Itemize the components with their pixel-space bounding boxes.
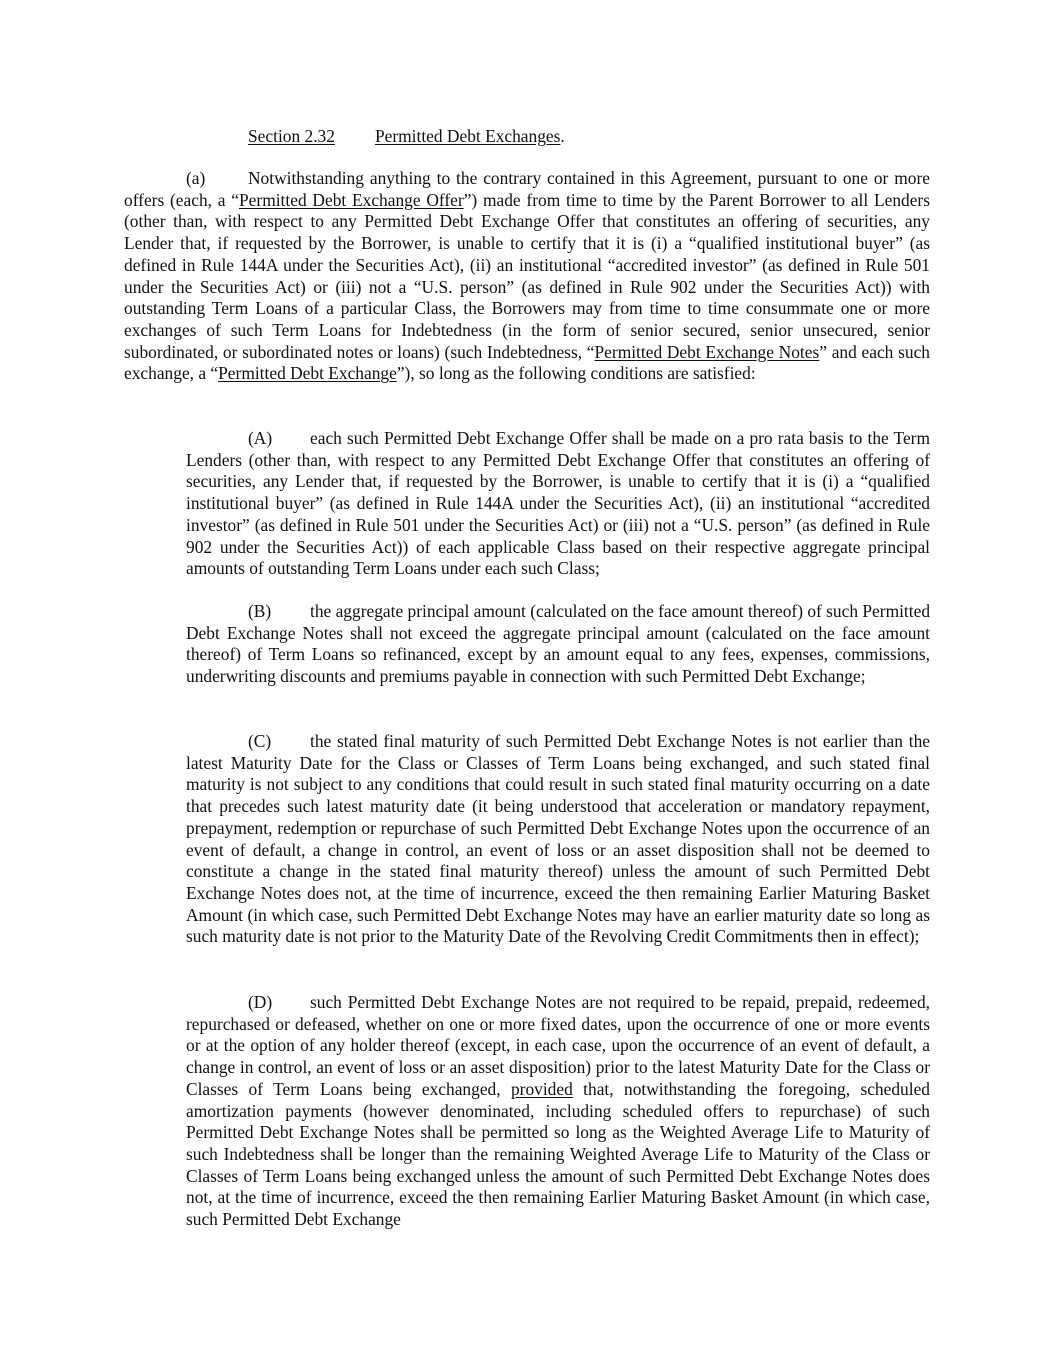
paragraph-a-text-2: ”) made from time to time by the Parent Borrower to all Lenders (other than, with respect to any Permitted Debt Exchange Offer that constitutes an offering of securities, any Lender that, if requested by the Borrower, is unable to certify that it is (i) a “qualified institutional buyer” (as defined in Rule 144A under the Securities Act), (ii) an institutional “accredited investor” (as defined in Rule 501 under the Securities Act) or (iii) not a “U.S. person” (as defined in Rule 902 under the Securities Act)) with outstanding Term Loans of a particular Class, the Borrowers may from time to time consummate one or more exchanges of such Term Loans for Indebtedness (in the form of senior secured, senior unsecured, senior subordinated, or subordinated notes or loans) (such Indebtedness, “ <box>124 189 930 362</box>
section-title: Permitted Debt Exchanges <box>374 126 561 146</box>
clause-B <box>186 601 930 688</box>
defined-term-permitted-debt-exchange-offer: Permitted Debt Exchange Offer <box>239 189 464 210</box>
clause-B-label: (B) <box>248 601 272 621</box>
paragraph-a-text-4: ”), so long as the following conditions are satisfied: <box>396 363 756 384</box>
paragraph-a <box>124 168 930 385</box>
clause-B-text: the aggregate principal amount (calculated on the face amount thereof) of such Permitted Debt Exchange Notes shall not exceed the aggregate principal amount (calculated on the face amount thereof) of Term Loans so refinanced, except by an amount equal to any fees, expenses, commissions, underwriting discounts and premiums payable in connection with such Permitted Debt Exchange; <box>186 601 931 687</box>
clause-A-label: (A) <box>248 428 273 448</box>
section-number: Section 2.32 <box>248 126 335 146</box>
clause-D-text-2: that, notwithstanding the foregoing, scheduled amortization payments (however denominated, including scheduled offers to repurchase) of such Permitted Debt Exchange Notes shall be permitted so long as the Weighted Average Life to Maturity of such Indebtedness shall be longer than the remaining Weighted Average Life to Maturity of the Class or Classes of Term Loans being exchanged unless the amount of such Permitted Debt Exchange Notes does not, at the time of incurrence, exceed the then remaining Earlier Maturing Basket Amount (in which case, such Permitted Debt Exchange <box>186 1078 930 1230</box>
clause-D-text-1: such Permitted Debt Exchange Notes are not required to be repaid, prepaid, redeemed, repurchased or defeased, whether on one or more fixed dates, upon the occurrence of one or more events or at the option of any holder thereof (except, in each case, upon the occurrence of an event of default, a change in control, an event of loss or an asset disposition) prior to the latest Maturity Date for the Class or Classes of Term Loans being exchanged, <box>186 992 930 1099</box>
defined-term-permitted-debt-exchange-notes: Permitted Debt Exchange Notes <box>594 341 820 362</box>
paragraph-a-text-1: Notwithstanding anything to the contrary contained in this Agreement, pursuant to one or more offers (each, a “ <box>124 168 930 210</box>
clause-C <box>186 731 930 948</box>
clause-A <box>186 428 930 580</box>
section-heading-period: . <box>560 126 565 146</box>
paragraph-a-label: (a) <box>186 168 206 188</box>
clause-D-label: (D) <box>248 992 273 1012</box>
paragraph-a-text-3: ” and each such exchange, a “ <box>124 341 930 384</box>
clause-D <box>186 992 930 1231</box>
clause-C-label: (C) <box>248 731 272 751</box>
clause-C-text: the stated final maturity of such Permitted Debt Exchange Notes is not earlier than the latest Maturity Date for the Class or Classes of Term Loans being exchanged, and such stated final maturity is not subject to any conditions that could result in such stated final maturity occurring on a date that precedes such latest maturity date (it being understood that acceleration or mandatory repayment, prepayment, redemption or repurchase of such Permitted Debt Exchange Notes upon the occurrence of an event of default, a change in control, an event of loss or an asset disposition shall not be deemed to constitute a change in the stated final maturity thereof) unless the amount of such Permitted Debt Exchange Notes does not, at the time of incurrence, exceed the then remaining Earlier Maturing Basket Amount (in which case, such Permitted Debt Exchange Notes may have an earlier maturity date so long as such maturity date is not prior to the Maturity Date of the Revolving Credit Commitments then in effect); <box>186 731 930 947</box>
defined-term-provided: provided <box>510 1078 573 1099</box>
section-heading <box>248 126 565 148</box>
defined-term-permitted-debt-exchange: Permitted Debt Exchange <box>218 363 397 384</box>
clause-A-text: each such Permitted Debt Exchange Offer shall be made on a pro rata basis to the Term Lenders (other than, with respect to any Permitted Debt Exchange Offer that constitutes an offering of securities, any Lender that, if requested by the Borrower, is unable to certify that it is (i) a “qualified institutional buyer” (as defined in Rule 144A under the Securities Act), (ii) an institutional “accredited investor” (as defined in Rule 501 under the Securities Act) or (iii) not a “U.S. person” (as defined in Rule 902 under the Securities Act)) of each applicable Class based on their respective aggregate principal amounts of outstanding Term Loans under each such Class; <box>186 428 930 579</box>
